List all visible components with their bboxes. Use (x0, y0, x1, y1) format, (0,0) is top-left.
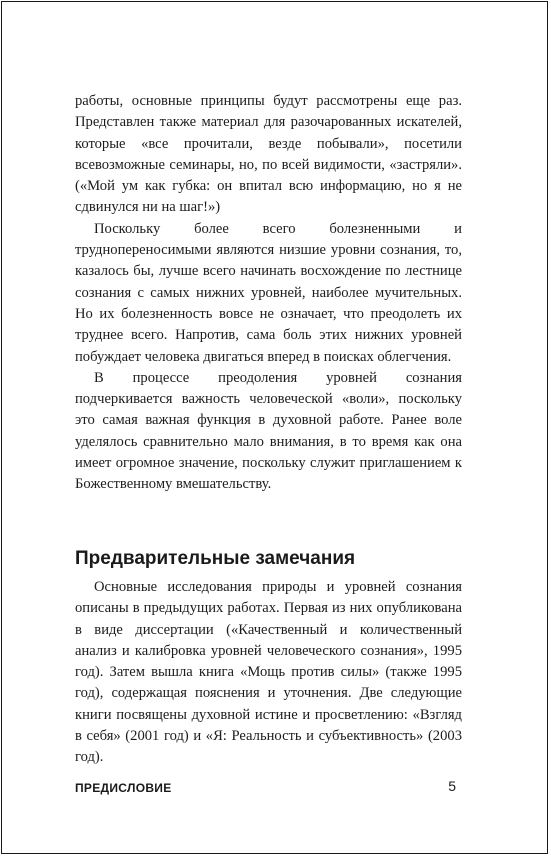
paragraph: Основные исследования природы и уровней сознания описаны в предыдущих работах. Первая из них опубликована в виде диссертации («Качественный и количественный анализ и калибровка уровней человеческого сознания», 1995 год). Затем вышла книга «Мощь против силы» (также 1995 год), содержащая пояснения и уточнения. Две следующие книги посвящены духовной истине и просветлению: «Взгляд в себя» (2001 год) и «Я: Реальность и субъективность» (2003 год). (75, 579, 462, 766)
body-text (75, 91, 462, 496)
page-number: 5 (448, 778, 456, 794)
running-footer-label: ПРЕДИСЛОВИЕ (75, 781, 172, 795)
paragraph: В процессе преодоления уровней сознания подчеркивается важность человеческой «воли», поскольку это самая важная функция в духовной работе. Ранее воле уделялось сравнительно мало внимания, в то время как она имеет огромное значение, поскольку служит приглашением к Божественному вмешательству. (75, 369, 462, 493)
page (1, 1, 548, 854)
paragraph: работы, основные принципы будут рассмотрены еще раз. Представлен также материал для разочарованных искателей, которые «все прочитали, везде побывали», посетили всевозможные семинары, но, по всей видимости, «застряли». («Мой ум как губка: он впитал всю информацию, но я не сдвинулся ни на шаг!») (75, 93, 462, 216)
paragraph: Поскольку более всего болезненными и труднопереносимыми являются низшие уровни сознания, то, казалось бы, лучше всего начинать восхождение по лестнице сознания с самых нижних уровней, наиболее мучительных. Но их болезненность вовсе не означает, что преодолеть их труднее всего. Напротив, сама боль этих нижних уровней побуждает человека двигаться вперед в поисках облегчения. (75, 220, 462, 365)
section-text (75, 577, 462, 769)
section-heading: Предварительные замечания (75, 548, 356, 569)
